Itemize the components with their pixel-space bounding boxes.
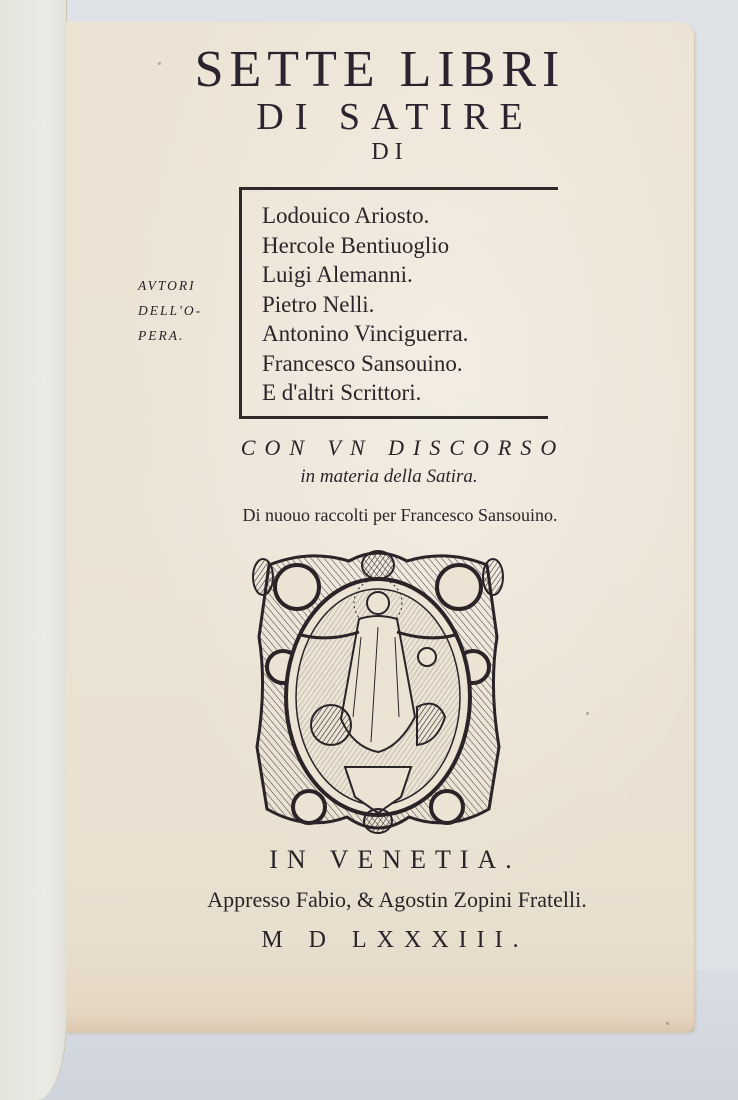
author-item: Luigi Alemanni.: [262, 262, 413, 287]
foxing-spot: [666, 1022, 669, 1025]
bottom-rule: [242, 416, 548, 419]
foxing-spot: [586, 712, 589, 715]
authors-list: [262, 201, 468, 408]
author-item: Hercole Bentiuoglio: [262, 232, 450, 258]
top-rule: [242, 187, 558, 190]
title-line-3: DI: [371, 139, 409, 165]
imprint-city: IN VENETIA.: [269, 845, 521, 874]
author-item: Francesco Sansouino.: [262, 350, 463, 376]
author-item: Pietro Nelli.: [262, 291, 375, 317]
author-item: E d'altri Scrittori.: [262, 380, 422, 405]
imprint-year: M D LXXXIII.: [261, 927, 529, 953]
title-line-1: SETTE LIBRI: [194, 41, 566, 98]
author-item: Antonino Vinciguerra.: [262, 321, 469, 346]
authors-bracket-box: [239, 187, 560, 419]
editor-line: Di nuouo raccolti per Francesco Sansouino.: [242, 505, 558, 525]
subtitle-line-2: in materia della Satira.: [300, 466, 478, 487]
title-page: [66, 22, 694, 1032]
authors-label-line: PERA.: [138, 328, 185, 343]
author-item: Lodouico Ariosto.: [262, 203, 430, 228]
subtitle-line-1: CON VN DISCORSO: [240, 435, 566, 460]
title-line-2: DI SATIRE: [256, 96, 534, 138]
authors-label-line: DELL'O-: [138, 303, 203, 318]
flyleaf-page: [0, 0, 67, 1100]
imprint-printer: Appresso Fabio, & Agostin Zopini Fratelli.: [207, 887, 587, 912]
foxing-spot: [158, 62, 161, 65]
printers-device-woodcut-icon: [249, 547, 507, 837]
authors-label-line: AVTORI: [138, 278, 196, 293]
authors-label: [138, 273, 234, 348]
